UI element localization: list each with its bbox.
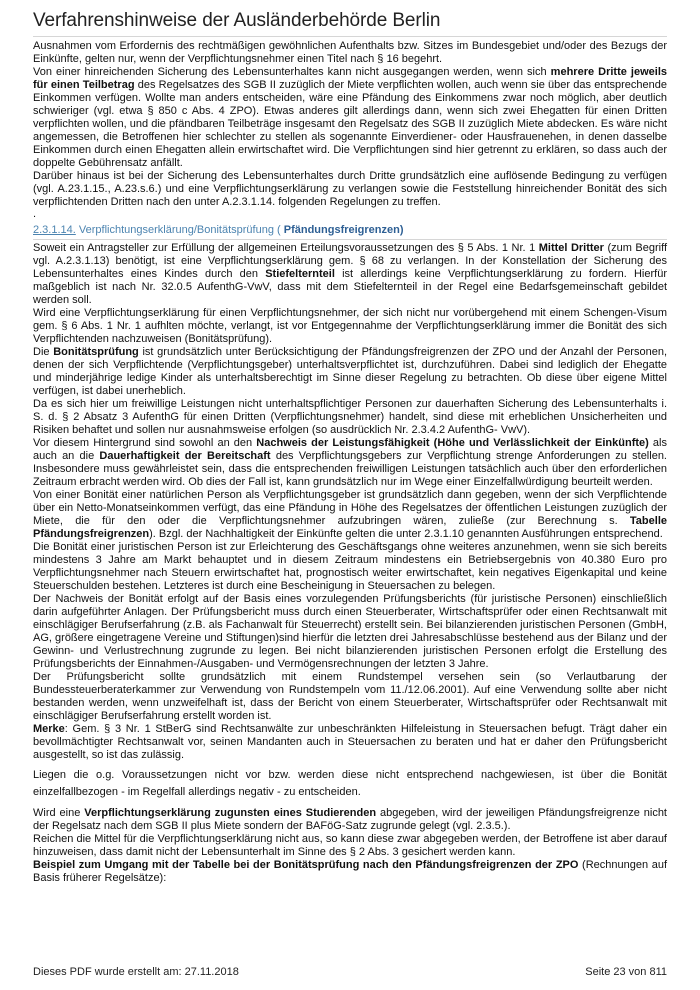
footer-page-number: Seite 23 von 811 — [585, 966, 667, 978]
paragraph-leistungsfaehigkeit — [33, 437, 667, 489]
bold-run: Mittel Dritter — [538, 242, 604, 254]
text-run: Von einer Bonität einer natürlichen Person als Verpflichtungsgeber ist grundsätzlich dann gegeben, wenn der sich Verpflichtende über ein Netto-Monatseinkommen verfügt, das eine Pfändung in Höhe des Regelsatzes der öffentlichen Leistungen zuzüglich der Miete, die für den oder die Verpflichtungsnehmer aufzubringen wären, zuließe (zur Berechnung s. — [33, 489, 667, 527]
paragraph-freiwillige-leistungen: Da es sich hier um freiwillige Leistungen nicht unterhaltspflichtiger Personen zur dauerhaften Sicherung des Lebensunterhalts i. S. d. § 2 Absatz 3 AufenthG für einen Dritten (Verpflichtungsnehmer) handelt, sind diese mit erheblichen Unsicherheiten und Risiken behaftet und sollen nur ausnahmsweise erfolgen (so ausdrücklich Nr. 2.3.4.2 AufenthG- VwV). — [33, 398, 667, 436]
bold-run: Beispiel zum Umgang mit der Tabelle bei der Bonitätsprüfung nach den Pfändungsfreigrenzen der ZPO — [33, 859, 579, 871]
document-body — [33, 40, 667, 885]
text-run: des Verpflichtungsgebers zur Verpflichtung strenge Anforderungen zu stellen. Insbesondere muss gewährleistet sein, dass die entsprechenden freiwilligen Leistungen tatsächlich auch über den erforderlichen Zeitraum erbracht werden wird. Ob dies der Fall ist, kann grundsätzlich nur im Wege einer Einzelfallwürdigung beurteilt werden. — [33, 450, 667, 488]
table-link[interactable]: Tabelle Pfändungsfreigrenzen — [33, 515, 667, 540]
page-title: Verfahrenshinweise der Ausländerbehörde Berlin — [33, 10, 667, 37]
text-run: abgegeben, wird der jeweiligen Pfändungsfreigrenze nicht der Regelsatz nach dem SGB II plus Miete sondern der BAFöG-Satz zugrunde gelegt (vgl. 2.3.5.). — [33, 807, 667, 832]
text-run: ist allerdings keine Verpflichtungserklärung zu fordern. Hierfür maßgeblich ist nach Nr. 32.0.5 AufenthG-VwV, dass mit dem Stiefelternteil in der Regel eine Bedarfsgemeinschaft gebildet werden soll. — [33, 268, 667, 306]
paragraph-voraussetzungen: Liegen die o.g. Voraussetzungen nicht vor bzw. werden diese nicht entsprechend nachgewiesen, ist über die Bonität einzelfallbezogen - im Regelfall allerdings negativ - zu entscheiden. — [33, 769, 667, 798]
separator-dot: . — [33, 208, 37, 220]
section-title-close: ) — [399, 224, 404, 236]
text-run: (zum Begriff vgl. A.2.3.1.13) benötigt, ist eine Verpflichtungserklärung gem. § 68 zu verlangen. In der Konstellation der Sicherung des Lebensunterhaltes eines Kindes durch den — [33, 242, 668, 280]
bold-run: Stiefelternteil — [265, 268, 335, 280]
paragraph-beispiel — [33, 859, 667, 885]
text-run: ). Bzgl. der Nachhaltigkeit der Einkünfte gelten die unter 2.3.1.10 genannten Ausführungen entsprechend. — [149, 528, 663, 540]
bold-run: mehrere Dritte jeweils für einen Teilbetrag — [33, 66, 667, 91]
text-run: Soweit ein Antragsteller zur Erfüllung der allgemeinen Erteilungsvoraussetzungen des § 5 Abs. 1 Nr. 1 — [33, 242, 539, 254]
footer-created-date: Dieses PDF wurde erstellt am: 27.11.2018 — [33, 966, 239, 978]
text-run: : Gem. § 3 Nr. 1 StBerG sind Rechtsanwälte zur unbeschränkten Hilfeleistung in Steuersachen befugt. Trägt daher ein bevollmächtigter Rechtsanwalt vor, seinen Mandanten auch in Steuersachen zu beraten und hat er daher den Prüfungsbericht ausgestellt, so ist das zulässig. — [33, 723, 667, 761]
intro-paragraph-3: Darüber hinaus ist bei der Sicherung des Lebensunterhaltes durch Dritte grundsätzlich eine auflösende Bedingung zu verfügen (vgl. A.23.1.15., A.23.s.6.) und eine Verpflichtungserklärung zu verlangen sowie die Feststellung hinreichender Bonität des sich verpflichtenden Dritten nach den unter A.2.3.1.14. folgenden Regelungen zu treffen. — [33, 170, 667, 208]
intro-paragraph-1: Ausnahmen vom Erfordernis des rechtmäßigen gewöhnlichen Aufenthalts bzw. Sitzes im Bundesgebiet und/oder des Bezugs der Einkünfte, gelten nur, wenn der Verpflichtungsnehmer einen Titel nach § 16 begehrt. — [33, 40, 667, 65]
paragraph-studierende — [33, 807, 667, 833]
text-run: Die — [33, 346, 54, 358]
bold-run: Merke — [33, 723, 65, 735]
bold-run: Verpflichtungserklärung zugunsten eines Studierenden — [84, 807, 377, 819]
paragraph-mittel-reichen-nicht: Reichen die Mittel für die Verpflichtungserklärung nicht aus, so kann diese zwar abgegeben werden, der Betroffene ist aber darauf hinzuweisen, dass damit nicht der Lebensunterhalt im Sinne des § 2 Abs. 3 gesichert werden kann. — [33, 833, 667, 858]
intro-paragraph-2 — [33, 66, 667, 170]
text-run: als auch an die — [33, 437, 667, 462]
paragraph-schengen: Wird eine Verpflichtungserklärung für einen Verpflichtungsnehmer, der sich nicht nur vorübergehend mit einem Schengen-Visum gem. § 6 Abs. 1 Nr. 1 aufhlten möchte, verlangt, ist vor Entgegennahme der Verpflichtungserklärung immer die Bonität des sich Verpflichtenden nachzuweisen (Bonitätsprüfung). — [33, 307, 667, 345]
bold-run: Nachweis der Leistungsfähigkeit (Höhe und Verlässlichkeit der Einkünfte) — [256, 437, 649, 449]
document-page — [33, 10, 667, 885]
text-run: Wird eine — [33, 807, 85, 819]
section-heading — [33, 224, 667, 240]
paragraph-rundstempel: Der Prüfungsbericht sollte grundsätzlich mit einem Rundstempel versehen sein (so Verlautbarung der Bundessteuerberaterkammer zur Verwendung von Rundstempeln vom 11./12.06.2001). Auf eine Verwendung sollte aber nicht bestanden werden, wenn unzweifelhaft ist, dass der Bericht von einem Steuerberater, Wirtschaftsprüfer oder Rechtsanwalt mit einschlägiger Berufserfahrung erstellt worden ist. — [33, 671, 667, 722]
text-run: ist grundsätzlich unter Berücksichtigung der Pfändungsfreigrenzen der ZPO und der Anzahl der Personen, denen der sich Verpflichtende (Verpflichtungsgeber) unterhaltsverpflichtet ist, durchzuführen. Dabei sind lediglich der Ehegatte und minderjährige ledige Kinder als unterhaltsberechtigt im Sinne dieser Regelung zu betrachten. Ob diese über eigene Mittel verfügen, ist dabei unerheblich. — [33, 346, 667, 397]
paragraph-merke — [33, 723, 667, 762]
paragraph-natuerliche-person — [33, 489, 667, 541]
page-footer — [33, 966, 667, 978]
section-number-link[interactable]: 2.3.1.14. — [33, 224, 76, 236]
text-run: des Regelsatzes des SGB II zuzüglich der Miete verpflichten wollen, auch wenn sie über das entsprechende Einkommen verfügen. Wollte man anders entscheiden, wäre eine Pfändung des Einkommens zwar noch möglich, aber deutlich schwieriger (vgl. etwa § 850 c Abs. 4 ZPO). Etwas anderes gilt allerdings dann, wenn sich zwei Ehegatten für einen Dritten verpflichten wollen, und die pfändbaren Teilbeträge insgesamt den Regelsatz des SGB II zuzüglich Miete abdecken. Es wäre nicht angemessen, die Betroffenen hier schlechter zu stellen als sogenannte Einverdiener- oder Hausfrauenehen, in denen dasselbe Einkommen durch einen Ehegatten allein erwirtschaftet wird. Die Verpflichtungen sind hier getrennt zu erklären, so dass auch der doppelte Gebührensatz anfällt. — [33, 79, 667, 169]
bold-run: Dauerhaftigkeit der Bereitschaft — [99, 450, 271, 462]
text-run: (Rechnungen auf Basis früherer Regelsätze): — [33, 859, 667, 884]
section-keyword-link[interactable]: Pfändungsfreigrenzen — [283, 224, 400, 236]
paragraph-pruefungsbericht: Der Nachweis der Bonität erfolgt auf der Basis eines vorzulegenden Prüfungsberichts (für juristische Personen) einschließlich darin aufgeführter Anlagen. Der Prüfungsbericht muss durch einen Steuerberater, Wirtschaftsprüfer oder einen Rechtsanwalt mit einschlägiger Berufserfahrung (z.B. als Fachanwalt für Steuerrecht) erstellt sein. Bei bilanzierenden juristischen Personen (GmbH, AG, größere eingetragene Vereine und Stiftungen)sind hierfür die letzten drei Jahresabschlüsse bestehend aus der Bilanz und der Gewinn- und Verlustrechnung zugrunde zu legen. Bei nicht bilanzierenden juristischen Personen erfolgt die Erstellung des Prüfungsberichts der Einnahmen-/Ausgaben- und Vermögensrechnungen der letzten 3 Jahre. — [33, 593, 667, 670]
paragraph-bonitaetspruefung — [33, 346, 667, 398]
section-title: Verpflichtungserklärung/Bonitätsprüfung ( — [75, 224, 284, 236]
bold-run: Bonitätsprüfung — [53, 346, 139, 358]
paragraph-juristische-person: Die Bonität einer juristischen Person ist zur Erleichterung des Geschäftsgangs ohne weiteres anzunehmen, wenn sie sich bereits mindestens 3 Jahre am Markt behauptet und in diesem Zeitraum mindestens ein Betriebsergebnis von 40.380 Euro pro Verpflichtungsnehmer nach Steuern erwirtschaftet hat, prognostisch weiter erwirtschaftet, kein negatives Eigenkapital und keine Steuerschulden bestehen. Letzteres ist durch eine Bescheinigung in Steuersachen zu belegen. — [33, 541, 667, 592]
paragraph-mittel-dritter — [33, 242, 667, 307]
text-run: Vor diesem Hintergrund sind sowohl an den — [33, 437, 257, 449]
text-run: Von einer hinreichenden Sicherung des Lebensunterhaltes kann nicht ausgegangen werden, wenn sich — [33, 66, 551, 78]
